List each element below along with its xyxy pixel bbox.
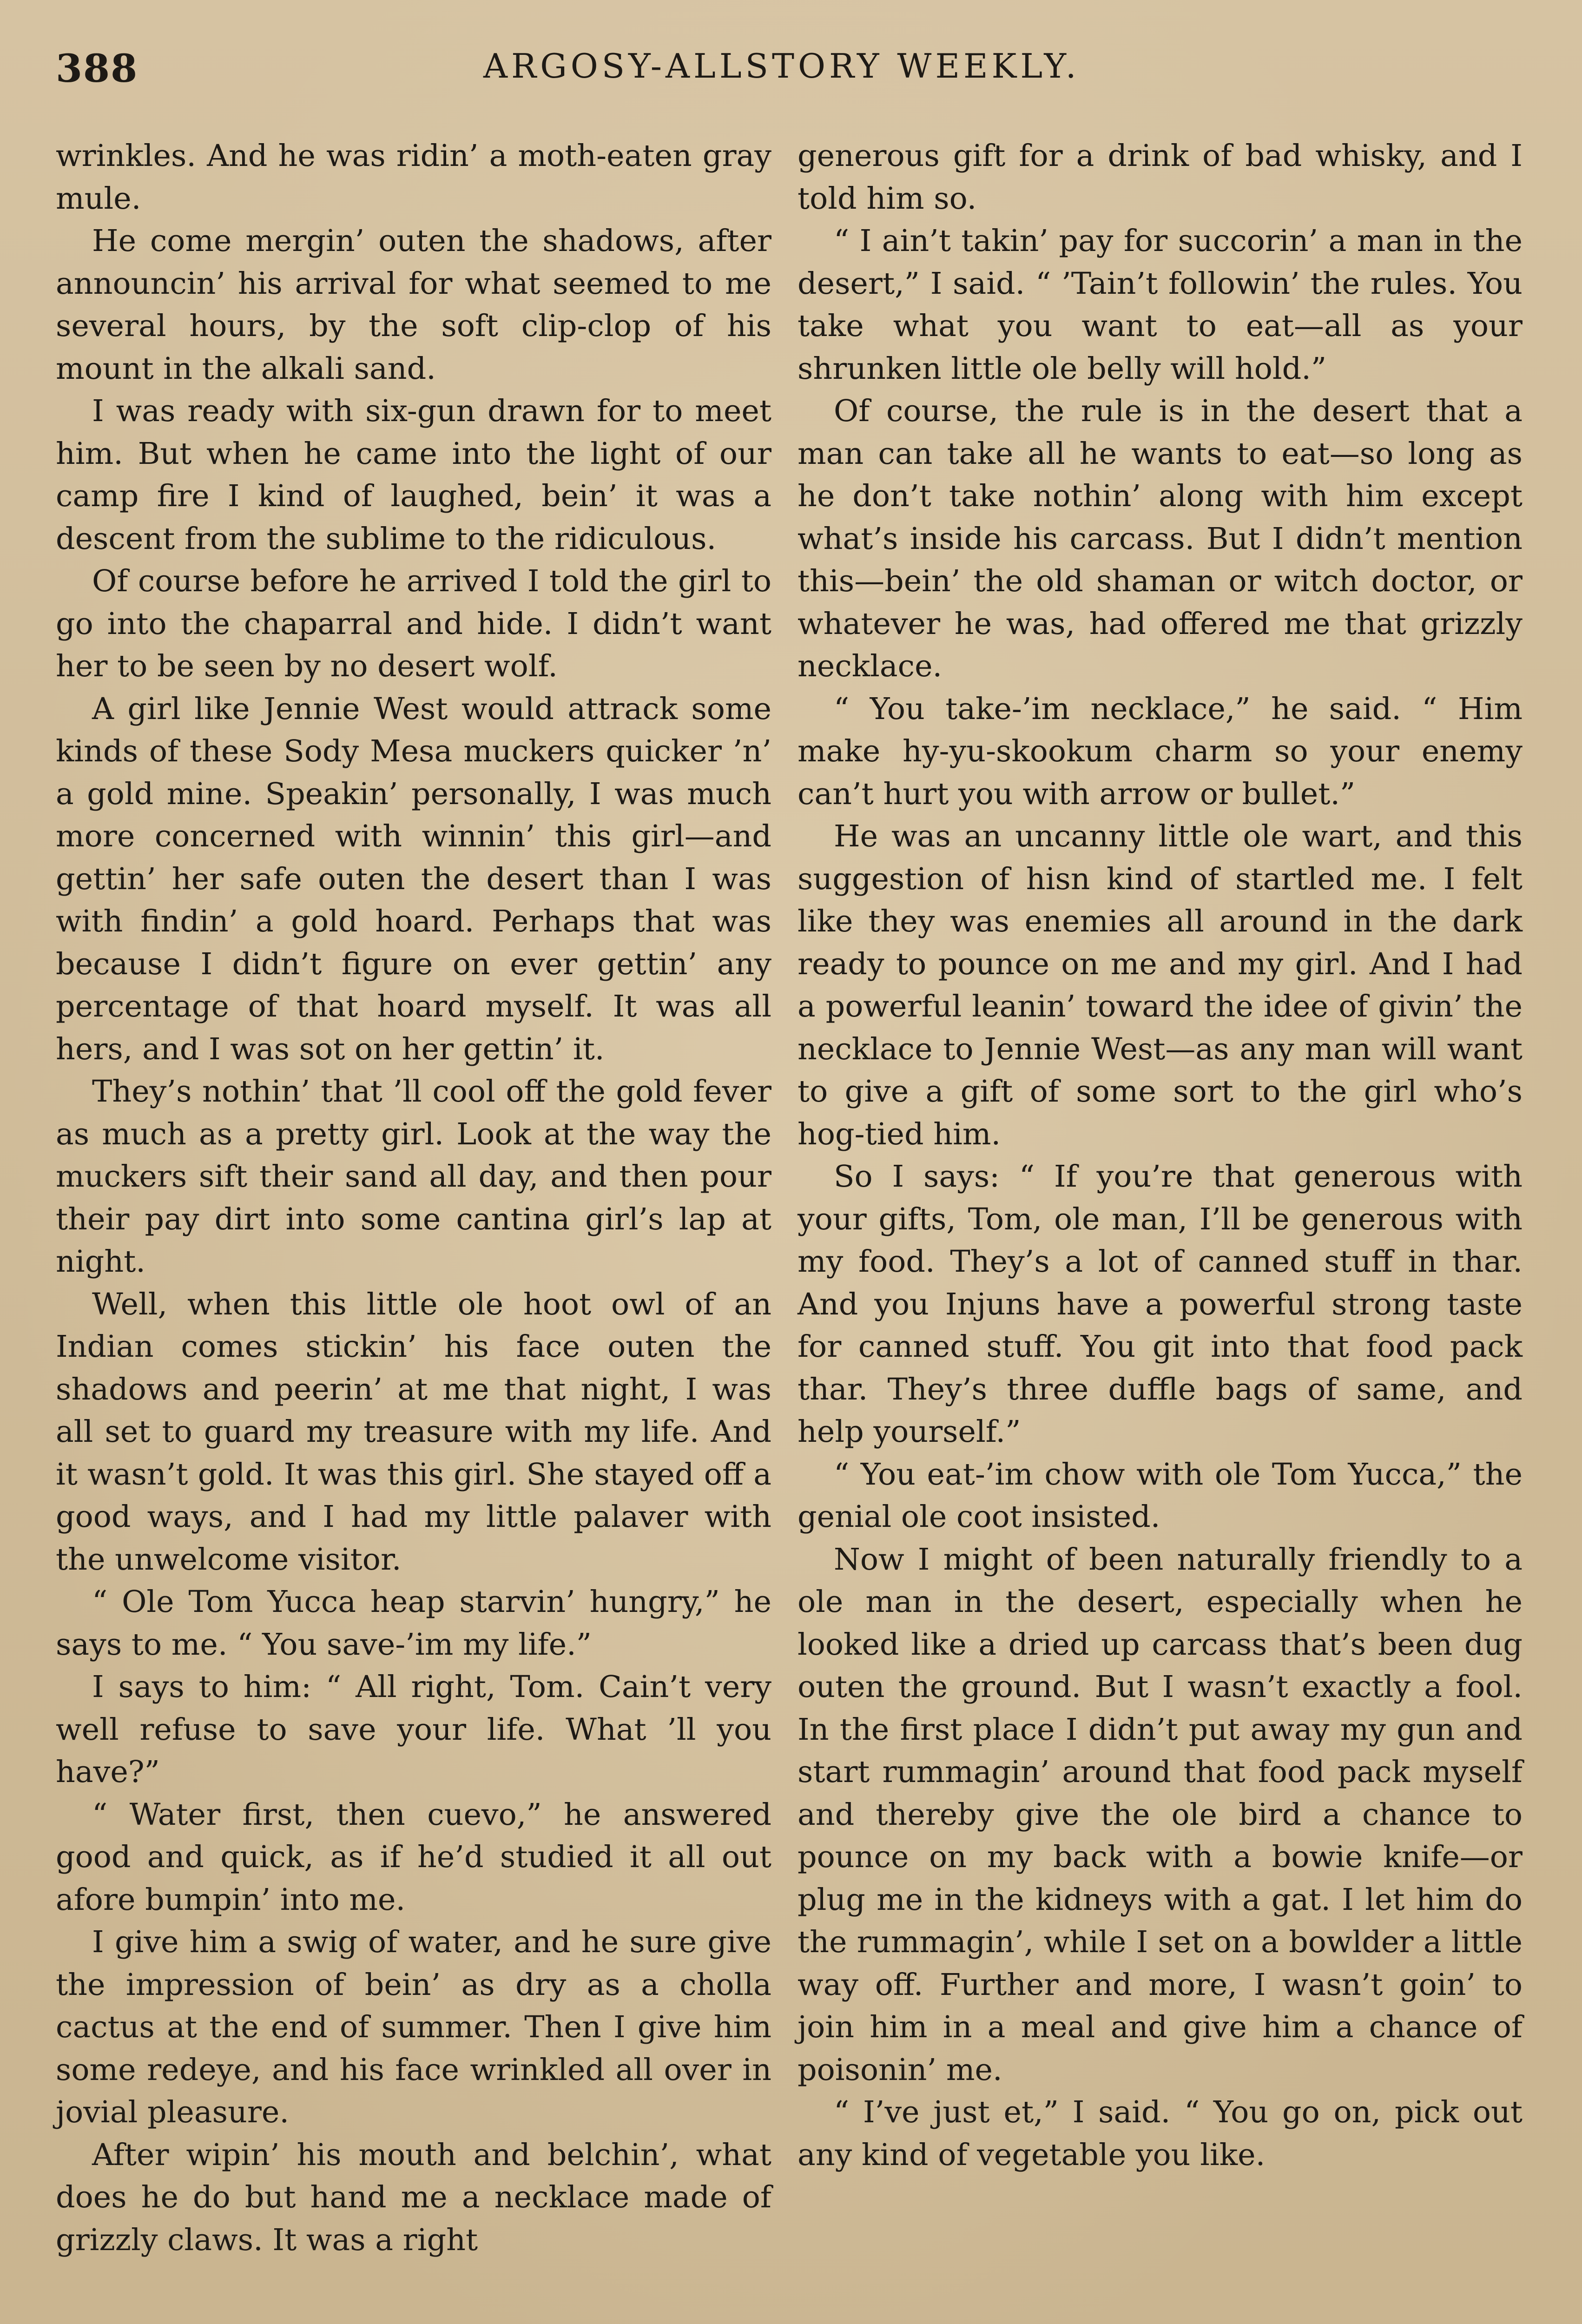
page-header: [0, 46, 1582, 98]
paragraph: wrinkles. And he was ridin’ a moth-eaten gray mule.: [56, 139, 771, 216]
paragraph: Of course, the rule is in the desert that a man can take all he wants to eat—so long as he don’t take nothin’ along with him except what’s inside his carcass. But I didn’t mention this—bein’ the old shaman or witch doctor, or whatever he was, had offered me that grizzly necklace.: [798, 394, 1523, 684]
paragraph: So I says: “ If you’re that generous with your gifts, Tom, ole man, I’ll be generous with my food. They’s a lot of canned stuff in thar. And you Injuns have a powerful strong taste for canned stuff. You git into that food pack thar. They’s three duffle bags of same, and help yourself.”: [798, 1159, 1523, 1449]
running-title: ARGOSY-ALLSTORY WEEKLY.: [483, 46, 1080, 86]
paragraph: Well, when this little ole hoot owl of an Indian comes stickin’ his face outen the shadows and peerin’ at me that night, I was all set to guard my treasure with my life. And it wasn’t gold. It was this girl. She stayed off a good ways, and I had my little palaver with the unwelcome visitor.: [56, 1287, 771, 1577]
paragraph: “ Water first, then cuevo,” he answered good and quick, as if he’d studied it all out afore bumpin’ into me.: [56, 1797, 771, 1917]
paragraph: After wipin’ his mouth and belchin’, what does he do but hand me a necklace made of grizzly claws. It was a right: [56, 2137, 771, 2258]
paragraph: I give him a swig of water, and he sure give the impression of bein’ as dry as a cholla cactus at the end of summer. Then I give him some redeye, and his face wrinkled all over in jovial pleasure.: [56, 1925, 771, 2130]
paragraph: Now I might of been naturally friendly to a ole man in the desert, especially when he looked like a dried up carcass that’s been dug outen the ground. But I wasn’t exactly a fool. In the first place I didn’t put away my gun and start rummagin’ around that food pack myself and thereby give the ole bird a chance to pounce on my back with a bowie knife—or plug me in the kidneys with a gat. I let him do the rummagin’, while I set on a bowlder a little way off. Further and more, I wasn’t goin’ to join him in a meal and give him a chance of poisonin’ me.: [798, 1542, 1523, 2087]
paragraph: “ I ain’t takin’ pay for succorin’ a man in the desert,” I said. “ ’Tain’t followin’ the rules. You take what you want to eat—all as your shrunken little ole belly will hold.”: [798, 224, 1523, 386]
paragraph: “ You take-’im necklace,” he said. “ Him make hy-yu-skookum charm so your enemy can’t hurt you with arrow or bullet.”: [798, 691, 1523, 812]
paragraph: I was ready with six-gun drawn for to meet him. But when he came into the light of our camp fire I kind of laughed, bein’ it was a descent from the sublime to the ridiculous.: [56, 394, 771, 556]
page-number: 388: [56, 46, 138, 91]
paragraph: “ I’ve just et,” I said. “ You go on, pick out any kind of vegetable you like.: [798, 2095, 1523, 2172]
paragraph: “ You eat-’im chow with ole Tom Yucca,” the genial ole coot insisted.: [798, 1457, 1523, 1534]
right-text-column: [798, 135, 1523, 2176]
paragraph: He come mergin’ outen the shadows, after announcin’ his arrival for what seemed to me several hours, by the soft clip-clop of his mount in the alkali sand.: [56, 224, 771, 386]
paragraph: generous gift for a drink of bad whisky, and I told him so.: [798, 139, 1523, 216]
left-text-column: [56, 135, 771, 2261]
paragraph: Of course before he arrived I told the girl to go into the chaparral and hide. I didn’t want her to be seen by no desert wolf.: [56, 564, 771, 684]
paragraph: I says to him: “ All right, Tom. Cain’t very well refuse to save your life. What ’ll you have?”: [56, 1670, 771, 1789]
paragraph: A girl like Jennie West would attrack some kinds of these Sody Mesa muckers quicker ’n’ a gold mine. Speakin’ personally, I was much more concerned with winnin’ this girl—and gettin’ her safe outen the desert than I was with findin’ a gold hoard. Perhaps that was because I didn’t figure on ever gettin’ any percentage of that hoard myself. It was all hers, and I was sot on her gettin’ it.: [56, 691, 771, 1067]
paragraph: “ Ole Tom Yucca heap starvin’ hungry,” he says to me. “ You save-’im my life.”: [56, 1585, 771, 1662]
paragraph: He was an uncanny little ole wart, and this suggestion of hisn kind of startled me. I felt like they was enemies all around in the dark ready to pounce on me and my girl. And I had a powerful leanin’ toward the idee of givin’ the necklace to Jennie West—as any man will want to give a gift of some sort to the girl who’s hog-tied him.: [798, 819, 1523, 1152]
paragraph: They’s nothin’ that ’ll cool off the gold fever as much as a pretty girl. Look at the way the muckers sift their sand all day, and then pour their pay dirt into some cantina girl’s lap at night.: [56, 1074, 771, 1279]
